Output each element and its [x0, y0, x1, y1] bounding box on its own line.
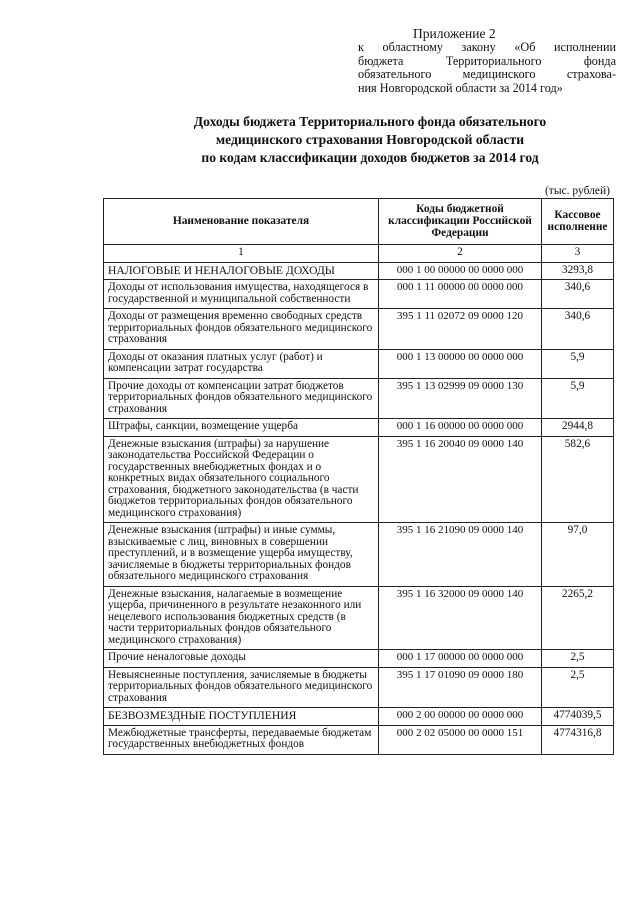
- row-code-cell: 395 1 16 21090 09 0000 140: [379, 523, 542, 587]
- column-number: 3: [542, 245, 614, 263]
- row-amount-cell: 5,9: [542, 349, 614, 378]
- row-code-cell: 000 2 00 00000 00 0000 000: [379, 708, 542, 726]
- row-name-cell: Доходы от оказания платных услуг (работ) и компенсации затрат государства: [104, 349, 379, 378]
- table-row: [104, 419, 614, 437]
- row-name-cell: Штрафы, санкции, возмещение ущерба: [104, 419, 379, 437]
- table-row: [104, 667, 614, 708]
- appendix-line: бюджета Территориального фонда: [358, 53, 616, 68]
- title-line: медицинского страхования Новгородской области: [215, 132, 525, 147]
- table-row: [104, 349, 614, 378]
- column-number: 1: [104, 245, 379, 263]
- appendix-block: [358, 26, 616, 95]
- row-code-cell: 000 1 17 00000 00 0000 000: [379, 650, 542, 668]
- appendix-line: ния Новгородской области за 2014 год»: [358, 80, 563, 95]
- header-name: Наименование показателя: [104, 199, 379, 245]
- column-number: 2: [379, 245, 542, 263]
- document-title: [140, 113, 600, 167]
- table-row: [104, 586, 614, 650]
- revenue-table: [103, 198, 614, 755]
- row-name-cell: Денежные взыскания (штрафы) и иные суммы, взыскиваемые с лиц, виновных в совершении преступлений, и в возмещение ущерба имуществу, зачисляемые в бюджеты территориальных фондов обязательного медицинского страхования: [104, 523, 379, 587]
- row-code-cell: 395 1 13 02999 09 0000 130: [379, 378, 542, 419]
- row-name-cell: Прочие неналоговые доходы: [104, 650, 379, 668]
- table-header-row: [104, 199, 614, 245]
- table-row: [104, 378, 614, 419]
- row-code-cell: 000 1 13 00000 00 0000 000: [379, 349, 542, 378]
- row-code-cell: 000 2 02 05000 00 0000 151: [379, 725, 542, 754]
- appendix-line: к областному закону «Об исполнении: [358, 40, 616, 54]
- row-name-cell: Денежные взыскания (штрафы) за нарушение законодательства Российской Федерации о государственных внебюджетных фондах и о конкретных видах обязательного социального страхования, бюджетного законодательства (в части бюджетов территориальных фондов обязательного медицинского страхования): [104, 436, 379, 523]
- row-amount-cell: 2944,8: [542, 419, 614, 437]
- row-amount-cell: 4774316,8: [542, 725, 614, 754]
- row-code-cell: 000 1 00 00000 00 0000 000: [379, 262, 542, 280]
- row-amount-cell: 340,6: [542, 280, 614, 309]
- row-name-cell: Межбюджетные трансферты, передаваемые бюджетам государственных внебюджетных фондов: [104, 725, 379, 754]
- row-name-cell: Доходы от использования имущества, находящегося в государственной и муниципальной собственности: [104, 280, 379, 309]
- header-amount: Кассовое исполнение: [542, 199, 614, 245]
- row-amount-cell: 4774039,5: [542, 708, 614, 726]
- row-code-cell: 000 1 11 00000 00 0000 000: [379, 280, 542, 309]
- row-code-cell: 000 1 16 00000 00 0000 000: [379, 419, 542, 437]
- row-code-cell: 395 1 17 01090 09 0000 180: [379, 667, 542, 708]
- appendix-line: обязательного медицинского страхова-: [358, 67, 616, 81]
- row-amount-cell: 340,6: [542, 309, 614, 350]
- row-name-cell: Доходы от размещения временно свободных средств территориальных фондов обязательного медицинского страхования: [104, 309, 379, 350]
- table-row: [104, 262, 614, 280]
- row-amount-cell: 2,5: [542, 667, 614, 708]
- table-row: [104, 725, 614, 754]
- column-number-row: [104, 245, 614, 263]
- table-row: [104, 708, 614, 726]
- title-line: по кодам классификации доходов бюджетов за 2014 год: [201, 150, 539, 165]
- units-note: (тыс. рублей): [544, 185, 610, 197]
- row-code-cell: 395 1 16 20040 09 0000 140: [379, 436, 542, 523]
- row-amount-cell: 2,5: [542, 650, 614, 668]
- header-code: Коды бюджетной классификации Российской Федерации: [379, 199, 542, 245]
- table-row: [104, 436, 614, 523]
- row-amount-cell: 2265,2: [542, 586, 614, 650]
- table-row: [104, 280, 614, 309]
- row-amount-cell: 3293,8: [542, 262, 614, 280]
- row-name-cell: Денежные взыскания, налагаемые в возмещение ущерба, причиненного в результате незаконного или нецелевого использования бюджетных средств (в части территориальных фондов обязательного медицинского страхования): [104, 586, 379, 650]
- table-row: [104, 650, 614, 668]
- table-row: [104, 309, 614, 350]
- row-amount-cell: 5,9: [542, 378, 614, 419]
- row-name-cell: НАЛОГОВЫЕ И НЕНАЛОГОВЫЕ ДОХОДЫ: [104, 262, 379, 280]
- row-amount-cell: 582,6: [542, 436, 614, 523]
- title-line: Доходы бюджета Территориального фонда обязательного: [193, 114, 547, 129]
- row-code-cell: 395 1 11 02072 09 0000 120: [379, 309, 542, 350]
- appendix-heading: Приложение 2: [413, 26, 496, 41]
- row-amount-cell: 97,0: [542, 523, 614, 587]
- row-name-cell: БЕЗВОЗМЕЗДНЫЕ ПОСТУПЛЕНИЯ: [104, 708, 379, 726]
- row-name-cell: Прочие доходы от компенсации затрат бюджетов территориальных фондов обязательного медицинского страхования: [104, 378, 379, 419]
- table-row: [104, 523, 614, 587]
- row-code-cell: 395 1 16 32000 09 0000 140: [379, 586, 542, 650]
- row-name-cell: Невыясненные поступления, зачисляемые в бюджеты территориальных фондов обязательного медицинского страхования: [104, 667, 379, 708]
